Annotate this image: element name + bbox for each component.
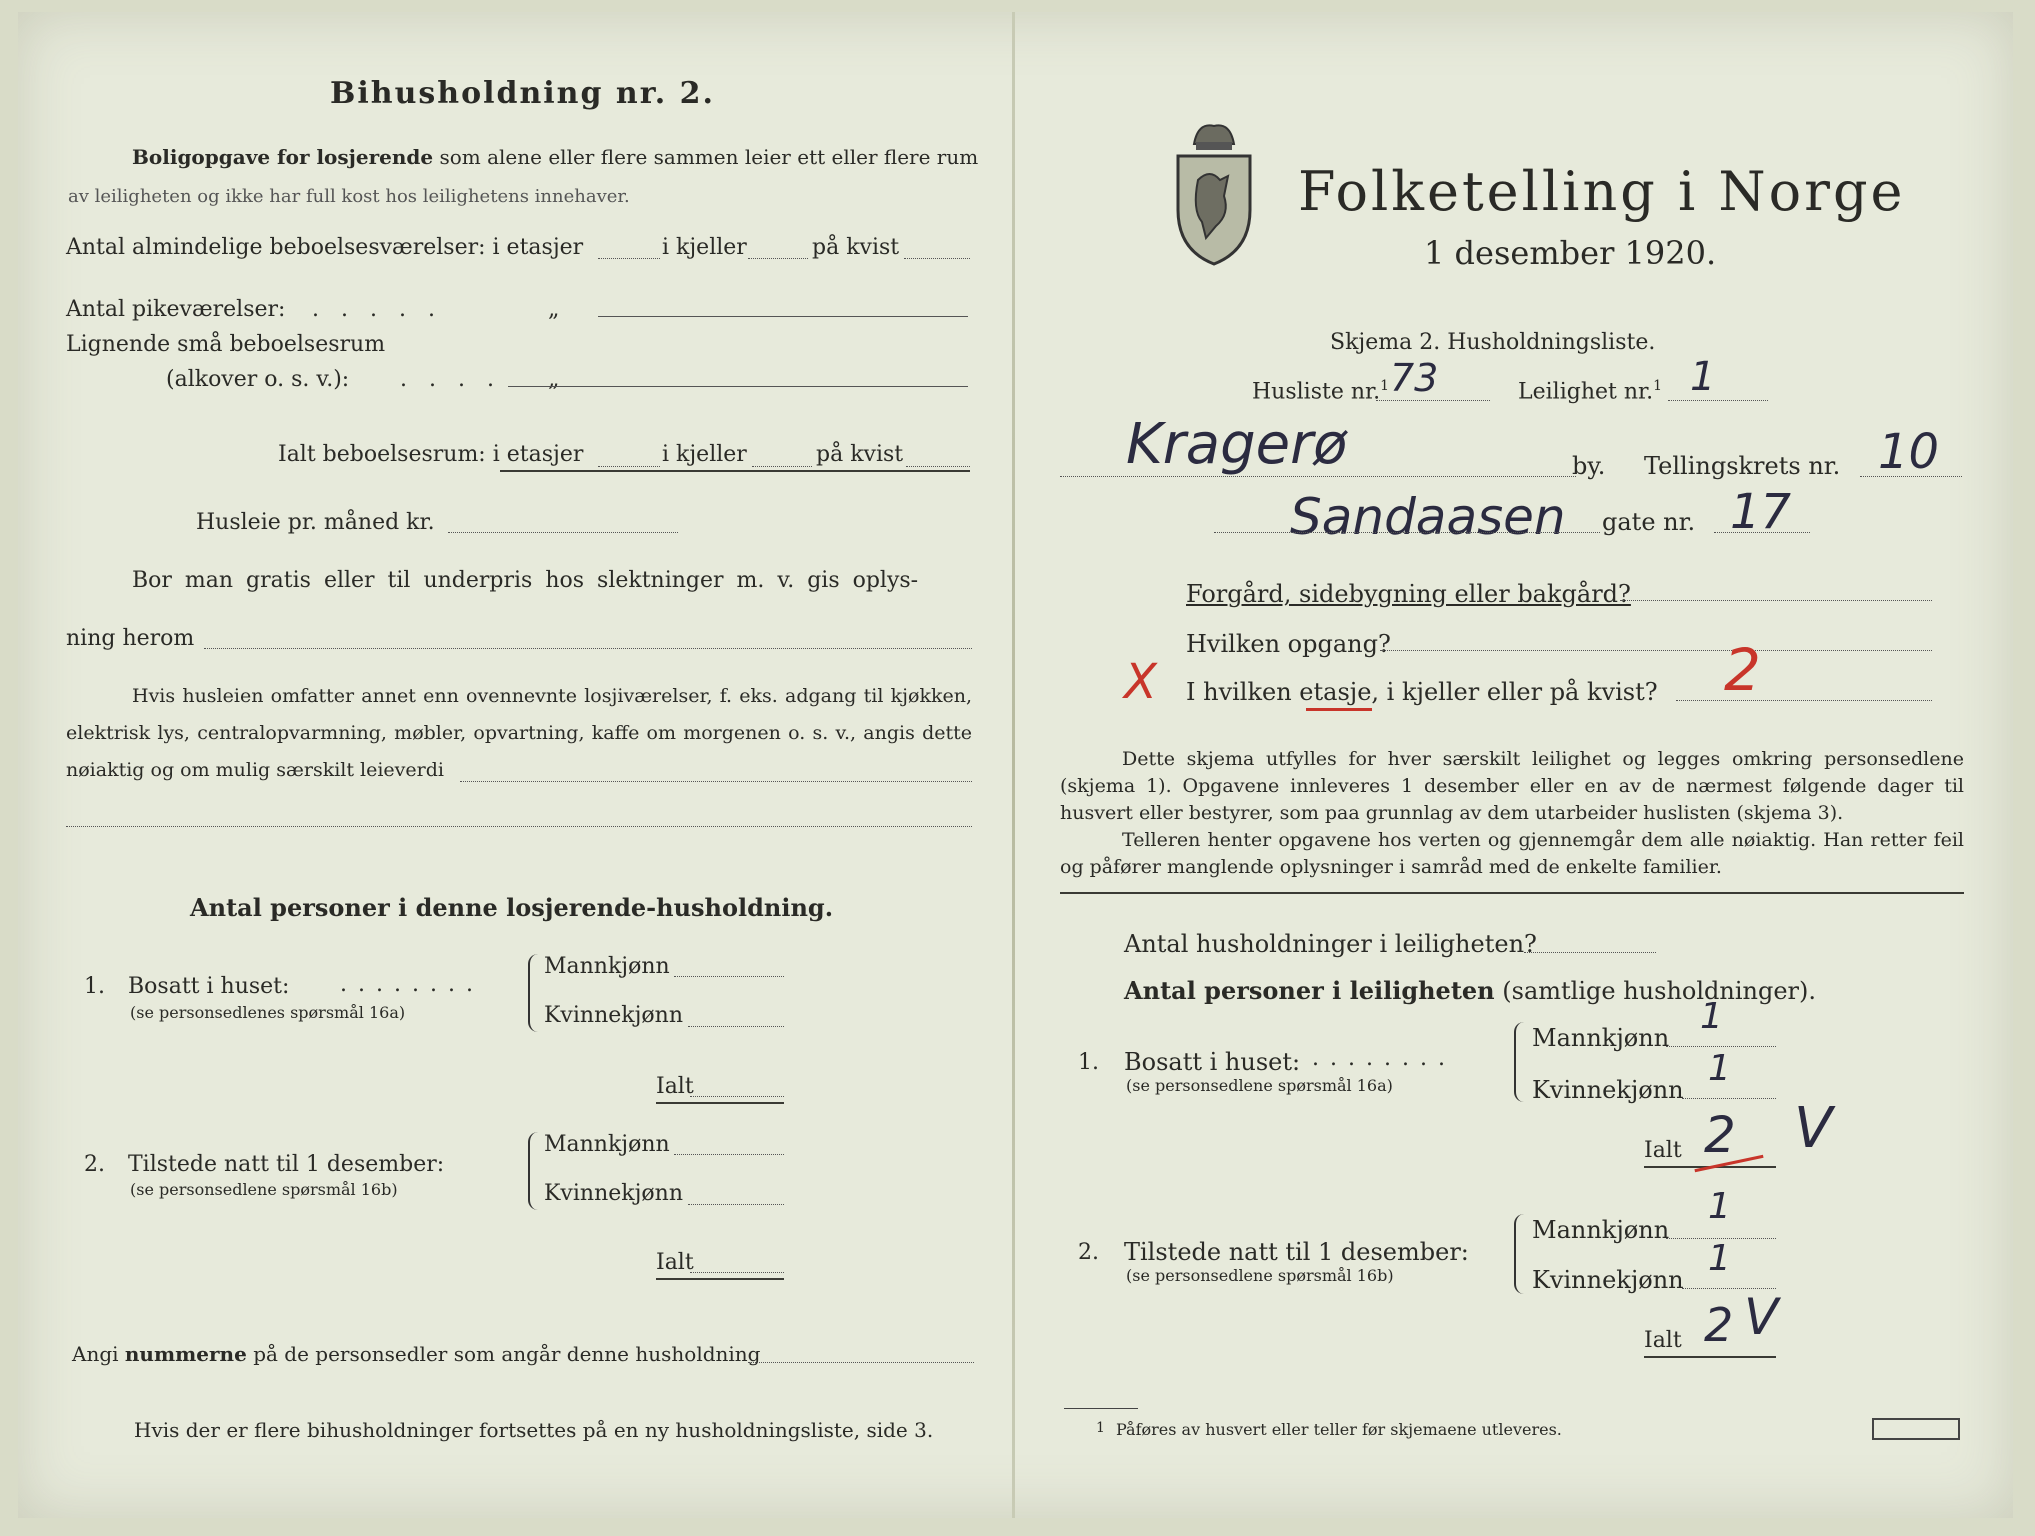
left-item2-label: Tilstede natt til 1 desember: (128, 1152, 445, 1177)
right-date: 1 desember 1920. (1424, 234, 1717, 272)
row3-label: Lignende små beboelsesrum (66, 332, 386, 357)
footnote-mark: 1 (1096, 1420, 1105, 1436)
left-item1-ialt: Ialt (656, 1074, 694, 1099)
q-forgard-line (1620, 600, 1932, 601)
antal-hush: Antal husholdninger i leiligheten? (1124, 930, 1537, 958)
row2-ditto: „ (548, 297, 560, 322)
left-title: Bihusholdning nr. 2. (330, 76, 715, 111)
left-item2-ialt: Ialt (656, 1250, 694, 1275)
instructions-rule (1060, 892, 1964, 894)
left-item1-ialt-line (690, 1096, 784, 1097)
right-title: Folketelling i Norge (1298, 160, 1906, 223)
husliste-value: 73 (1390, 356, 1439, 400)
row1-kjeller: i kjeller (662, 235, 747, 260)
right-item1-mann: Mannkjønn (1532, 1024, 1670, 1052)
left-item2-mann: Mannkjønn (544, 1132, 670, 1157)
ialt-kvist-line (906, 466, 970, 467)
left-item1-mann: Mannkjønn (544, 954, 670, 979)
gate-line (1214, 532, 1600, 533)
ialt-kjeller-line (752, 466, 812, 467)
etasje-value: 2 (1724, 636, 1761, 704)
hvis-text: Hvis husleien omfatter annet enn ovennevnte losjiværelser, f. eks. adgang til kjøkken, elektrisk lys, centralopvarmning, møbler, opvartning, kaffe om morgenen o. s. v., angis dette nøiaktig og om mulig særskilt leieverdi (66, 685, 972, 781)
row2-dots: ..... (312, 297, 457, 322)
husliste-sup: 1 (1380, 378, 1390, 394)
right-item1-ialt-value: 2 (1704, 1106, 1736, 1164)
krets-value: 10 (1878, 424, 1940, 480)
q-opgang: Hvilken opgang? (1186, 630, 1391, 658)
by-value: Kragerø (1126, 412, 1348, 477)
left-item1-dots: ........ (340, 972, 484, 997)
row3-ditto: „ (548, 367, 560, 392)
antal-hush-line (1524, 952, 1656, 953)
right-item1-check: V (1794, 1096, 1833, 1161)
antal-pers-bold: Antal personer i leiligheten (1124, 976, 1495, 1005)
left-footer: Hvis der er flere bihusholdninger fortsettes på en ny husholdningsliste, side 3. (134, 1418, 934, 1442)
angi-bold: nummerne (124, 1342, 247, 1366)
row1-etasjer-line (598, 258, 660, 259)
right-item1-sub: (se personsedlene spørsmål 16a) (1126, 1076, 1393, 1095)
krets-line (1860, 476, 1962, 477)
left-item1-kvinne: Kvinnekjønn (544, 1003, 683, 1028)
right-item2-sub: (se personsedlene spørsmål 16b) (1126, 1266, 1394, 1285)
right-item2-brace (1514, 1214, 1526, 1294)
q-etasje-line (1676, 700, 1932, 701)
angi-post: på de personsedler som angår denne husholdning (253, 1342, 761, 1366)
right-item1-brace (1514, 1022, 1526, 1102)
ialt-etasjer-line (598, 466, 660, 467)
right-item1-kvinne: Kvinnekjønn (1532, 1076, 1684, 1104)
left-item2-sub: (se personsedlene spørsmål 16b) (130, 1180, 398, 1199)
hvis-line2 (66, 826, 972, 827)
skjema-label: Skjema 2. Husholdningsliste. (1330, 330, 1656, 355)
right-item1-mann-line (1666, 1046, 1776, 1047)
row1-label: Antal almindelige beboelsesværelser: i etasjer (66, 235, 584, 260)
etasje-underline (1306, 708, 1372, 711)
q-etasje: I hvilken etasje, i kjeller eller på kvist? (1186, 678, 1658, 706)
left-item2-kvinne: Kvinnekjønn (544, 1181, 683, 1206)
coat-of-arms-icon (1172, 114, 1256, 270)
right-item2-mann: Mannkjønn (1532, 1216, 1670, 1244)
hvis-line (460, 781, 972, 782)
right-item1-num: 1. (1078, 1050, 1099, 1075)
angi-dotline (748, 1362, 974, 1363)
right-item2-num: 2. (1078, 1240, 1099, 1265)
ialt-kvist: på kvist (816, 442, 904, 467)
row3-line (508, 386, 968, 387)
right-item2-ialt-rule (1644, 1356, 1776, 1358)
by-label: by. (1572, 452, 1606, 480)
left-item2-num: 2. (84, 1152, 105, 1177)
husleie-label: Husleie pr. måned kr. (196, 510, 435, 535)
row1-kvist-line (904, 258, 970, 259)
q-forgard: Forgård, sidebygning eller bakgård? (1186, 580, 1631, 608)
instructions1: Dette skjema utfylles for hver særskilt leilighet og legges omkring personsedlene (skjema 1). Opgavene innleveres 1 desember eller en av de nærmest følgende dager til husvert eller bestyrer, som paa grunnlag av dem utarbeider huslisten (skjema 3). (1060, 748, 1964, 824)
footnote: Påføres av husvert eller teller før skjemaene utleveres. (1116, 1420, 1562, 1439)
right-item2-ialt-value: 2 (1704, 1298, 1734, 1352)
leilighet-line (1668, 400, 1768, 401)
row3-sub: (alkover o. s. v.): (166, 367, 350, 392)
right-item1-label: Bosatt i huset: (1124, 1048, 1301, 1076)
krets-label: Tellingskrets nr. (1644, 452, 1841, 480)
gate-label: gate nr. (1602, 508, 1696, 536)
page-fold (1012, 12, 1015, 1518)
right-item2-kvinne-value: 1 (1708, 1238, 1731, 1279)
left-item2-kvinne-line (688, 1204, 784, 1205)
row1-kvist: på kvist (812, 235, 900, 260)
right-item2-check: V (1744, 1288, 1779, 1346)
row2-line (598, 316, 968, 317)
intro-line2: av leiligheten og ikke har full kost hos leilighetens innehaver. (68, 186, 630, 207)
right-item2-ialt: Ialt (1644, 1328, 1682, 1353)
leilighet-label (1518, 378, 1662, 404)
printer-stamp (1872, 1418, 1960, 1440)
right-item2-kvinne: Kvinnekjønn (1532, 1266, 1684, 1294)
ialt-rum-label: Ialt beboelsesrum: i etasjer (278, 442, 584, 467)
q-opgang-line (1380, 650, 1932, 651)
left-item1-label: Bosatt i huset: (128, 974, 290, 999)
gate-nr-value: 17 (1730, 484, 1792, 540)
bor-line (204, 648, 972, 649)
husliste-line (1376, 400, 1490, 401)
intro-rest: som alene eller flere sammen leier ett eller flere rum (439, 145, 979, 169)
right-item1-kvinne-line (1682, 1098, 1776, 1099)
left-item1-ialt-rule (656, 1102, 784, 1104)
by-line (1060, 476, 1576, 477)
right-item2-label: Tilstede natt til 1 desember: (1124, 1238, 1469, 1266)
left-item1-kvinne-line (688, 1026, 784, 1027)
left-item1-num: 1. (84, 974, 105, 999)
left-item1-sub: (se personsedlenes spørsmål 16a) (130, 1003, 406, 1022)
antal-pers-rest: (samtlige husholdninger). (1502, 977, 1817, 1005)
etasje-mark: X (1124, 654, 1157, 710)
row3-dots: .... (400, 367, 516, 392)
left-item1-mann-line (674, 976, 784, 977)
angi-pre: Angi (72, 1342, 119, 1366)
bor-line2: ning herom (66, 626, 195, 651)
angi-line (72, 1342, 760, 1366)
left-item1-brace (528, 954, 540, 1032)
bor-line1: Bor man gratis eller til underpris hos slektninger m. v. gis oplys- (132, 568, 919, 593)
intro-line1 (132, 145, 978, 169)
right-item2-mann-value: 1 (1708, 1186, 1731, 1227)
husliste-label-text: Husliste nr. (1252, 379, 1381, 405)
leilighet-label-text: Leilighet nr. (1518, 379, 1654, 405)
husliste-label (1252, 378, 1389, 404)
left-item2-mann-line (674, 1154, 784, 1155)
ialt-rule (500, 470, 970, 472)
right-item1-ialt: Ialt (1644, 1138, 1682, 1163)
footnote-rule (1064, 1408, 1138, 1409)
right-item1-kvinne-value: 1 (1708, 1048, 1731, 1089)
gate-value: Sandaasen (1290, 488, 1566, 546)
intro-bold: Boligopgave for losjerende (132, 145, 434, 169)
ialt-kjeller: i kjeller (662, 442, 747, 467)
left-item2-brace (528, 1132, 540, 1210)
instructions2: Telleren henter opgavene hos verten og gjennemgår dem alle nøiaktig. Han retter feil og påfører manglende oplysninger i samråd med de enkelte familier. (1060, 829, 1964, 878)
leilighet-value: 1 (1690, 354, 1716, 400)
leilighet-sup: 1 (1653, 378, 1663, 394)
left-antal-heading: Antal personer i denne losjerende-husholdning. (190, 893, 834, 922)
right-item1-dots: ........ (1312, 1046, 1456, 1071)
husleie-line (448, 532, 678, 533)
gate-nr-line (1714, 532, 1810, 533)
row2-label: Antal pikeværelser: (66, 297, 286, 322)
left-item2-ialt-rule (656, 1278, 784, 1280)
right-item1-mann-value: 1 (1700, 996, 1723, 1037)
left-item2-ialt-line (690, 1272, 784, 1273)
row1-kjeller-line (748, 258, 808, 259)
